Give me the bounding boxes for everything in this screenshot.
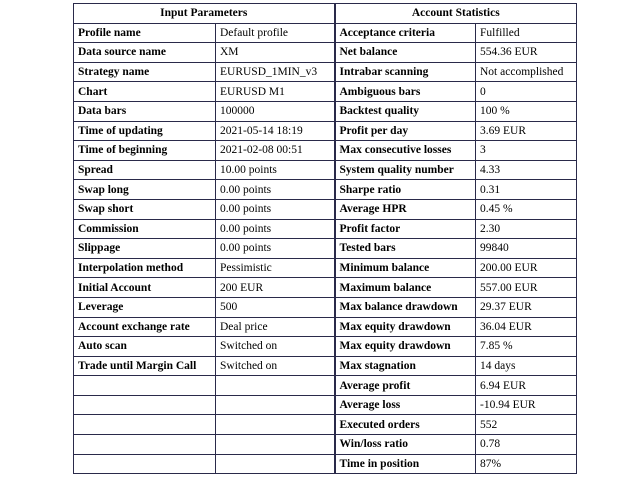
table-row — [74, 160, 577, 180]
account-statistic-label: Profit factor — [335, 219, 476, 239]
input-parameter-value: Default profile — [216, 23, 335, 43]
account-statistic-value: 3 — [476, 141, 577, 161]
input-parameter-label — [74, 395, 216, 415]
table-row — [74, 141, 577, 161]
account-statistic-value: 100 % — [476, 101, 577, 121]
account-statistic-value: 2.30 — [476, 219, 577, 239]
input-parameter-value: 2021-05-14 18:19 — [216, 121, 335, 141]
table-row — [74, 199, 577, 219]
input-parameter-value: Switched on — [216, 356, 335, 376]
account-statistic-label: Executed orders — [335, 415, 476, 435]
input-parameter-label: Data bars — [74, 101, 216, 121]
table-row — [74, 395, 577, 415]
account-statistic-value: 552 — [476, 415, 577, 435]
input-parameter-value: 100000 — [216, 101, 335, 121]
account-statistic-label: Max balance drawdown — [335, 297, 476, 317]
input-parameter-label: Strategy name — [74, 62, 216, 82]
input-parameter-label: Commission — [74, 219, 216, 239]
account-statistic-label: Sharpe ratio — [335, 180, 476, 200]
input-parameter-value: 2021-02-08 00:51 — [216, 141, 335, 161]
input-parameter-label: Time of updating — [74, 121, 216, 141]
input-parameter-label: Initial Account — [74, 278, 216, 298]
account-statistics-header: Account Statistics — [335, 4, 577, 24]
input-parameter-value: Switched on — [216, 337, 335, 357]
account-statistic-label: Max consecutive losses — [335, 141, 476, 161]
account-statistic-label: Time in position — [335, 454, 476, 474]
report-container — [73, 3, 577, 474]
account-statistic-value: Not accomplished — [476, 62, 577, 82]
table-row — [74, 62, 577, 82]
account-statistic-value: 29.37 EUR — [476, 297, 577, 317]
input-parameter-value: Pessimistic — [216, 258, 335, 278]
account-statistic-value: 0.31 — [476, 180, 577, 200]
account-statistic-label: Average HPR — [335, 199, 476, 219]
input-parameter-label: Leverage — [74, 297, 216, 317]
input-parameter-label: Spread — [74, 160, 216, 180]
report-body — [74, 23, 577, 474]
input-parameter-value: 500 — [216, 297, 335, 317]
account-statistic-value: 0.78 — [476, 435, 577, 455]
input-parameters-header: Input Parameters — [74, 4, 335, 24]
input-parameter-value: 0.00 points — [216, 199, 335, 219]
account-statistic-value: 7.85 % — [476, 337, 577, 357]
input-parameter-value — [216, 376, 335, 396]
input-parameter-value — [216, 395, 335, 415]
account-statistic-label: Ambiguous bars — [335, 82, 476, 102]
table-row — [74, 180, 577, 200]
input-parameter-label: Profile name — [74, 23, 216, 43]
input-parameter-label: Chart — [74, 82, 216, 102]
account-statistic-label: Profit per day — [335, 121, 476, 141]
account-statistic-label: Acceptance criteria — [335, 23, 476, 43]
account-statistic-value: 87% — [476, 454, 577, 474]
account-statistic-value: 99840 — [476, 239, 577, 259]
input-parameter-label: Interpolation method — [74, 258, 216, 278]
table-row — [74, 435, 577, 455]
table-row — [74, 415, 577, 435]
table-row — [74, 337, 577, 357]
account-statistic-label: Average loss — [335, 395, 476, 415]
account-statistic-label: Net balance — [335, 43, 476, 63]
account-statistic-label: Win/loss ratio — [335, 435, 476, 455]
input-parameter-value — [216, 454, 335, 474]
account-statistic-label: Maximum balance — [335, 278, 476, 298]
table-row — [74, 219, 577, 239]
input-parameter-label — [74, 376, 216, 396]
account-statistic-value: 557.00 EUR — [476, 278, 577, 298]
account-statistic-label: Max equity drawdown — [335, 317, 476, 337]
input-parameter-value: 0.00 points — [216, 180, 335, 200]
input-parameter-label: Account exchange rate — [74, 317, 216, 337]
account-statistic-value: 0.45 % — [476, 199, 577, 219]
input-parameter-label: Data source name — [74, 43, 216, 63]
table-row — [74, 356, 577, 376]
input-parameter-value: 10.00 points — [216, 160, 335, 180]
account-statistic-value: -10.94 EUR — [476, 395, 577, 415]
table-row — [74, 454, 577, 474]
input-parameter-value — [216, 435, 335, 455]
account-statistic-label: System quality number — [335, 160, 476, 180]
input-parameter-label: Swap short — [74, 199, 216, 219]
table-row — [74, 121, 577, 141]
table-row — [74, 278, 577, 298]
table-row — [74, 317, 577, 337]
table-row — [74, 297, 577, 317]
account-statistic-label: Average profit — [335, 376, 476, 396]
input-parameter-label: Auto scan — [74, 337, 216, 357]
account-statistic-label: Intrabar scanning — [335, 62, 476, 82]
input-parameter-value: 0.00 points — [216, 239, 335, 259]
table-row — [74, 101, 577, 121]
input-parameter-label: Swap long — [74, 180, 216, 200]
input-parameter-value: XM — [216, 43, 335, 63]
input-parameter-value: EURUSD M1 — [216, 82, 335, 102]
input-parameter-label — [74, 415, 216, 435]
report-table — [73, 3, 577, 474]
input-parameter-value — [216, 415, 335, 435]
account-statistic-value: 6.94 EUR — [476, 376, 577, 396]
account-statistic-value: 4.33 — [476, 160, 577, 180]
account-statistic-label: Minimum balance — [335, 258, 476, 278]
table-row — [74, 43, 577, 63]
header-row — [74, 4, 577, 24]
account-statistic-label: Backtest quality — [335, 101, 476, 121]
input-parameter-value: EURUSD_1MIN_v3 — [216, 62, 335, 82]
input-parameter-label: Time of beginning — [74, 141, 216, 161]
account-statistic-value: 36.04 EUR — [476, 317, 577, 337]
table-row — [74, 23, 577, 43]
input-parameter-value: Deal price — [216, 317, 335, 337]
account-statistic-label: Tested bars — [335, 239, 476, 259]
input-parameter-label — [74, 435, 216, 455]
input-parameter-value: 200 EUR — [216, 278, 335, 298]
input-parameter-label — [74, 454, 216, 474]
account-statistic-value: 554.36 EUR — [476, 43, 577, 63]
account-statistic-value: Fulfilled — [476, 23, 577, 43]
input-parameter-label: Trade until Margin Call — [74, 356, 216, 376]
account-statistic-value: 200.00 EUR — [476, 258, 577, 278]
table-row — [74, 376, 577, 396]
account-statistic-value: 0 — [476, 82, 577, 102]
input-parameter-label: Slippage — [74, 239, 216, 259]
account-statistic-value: 14 days — [476, 356, 577, 376]
account-statistic-label: Max equity drawdown — [335, 337, 476, 357]
table-row — [74, 82, 577, 102]
account-statistic-value: 3.69 EUR — [476, 121, 577, 141]
input-parameter-value: 0.00 points — [216, 219, 335, 239]
table-row — [74, 239, 577, 259]
table-row — [74, 258, 577, 278]
account-statistic-label: Max stagnation — [335, 356, 476, 376]
